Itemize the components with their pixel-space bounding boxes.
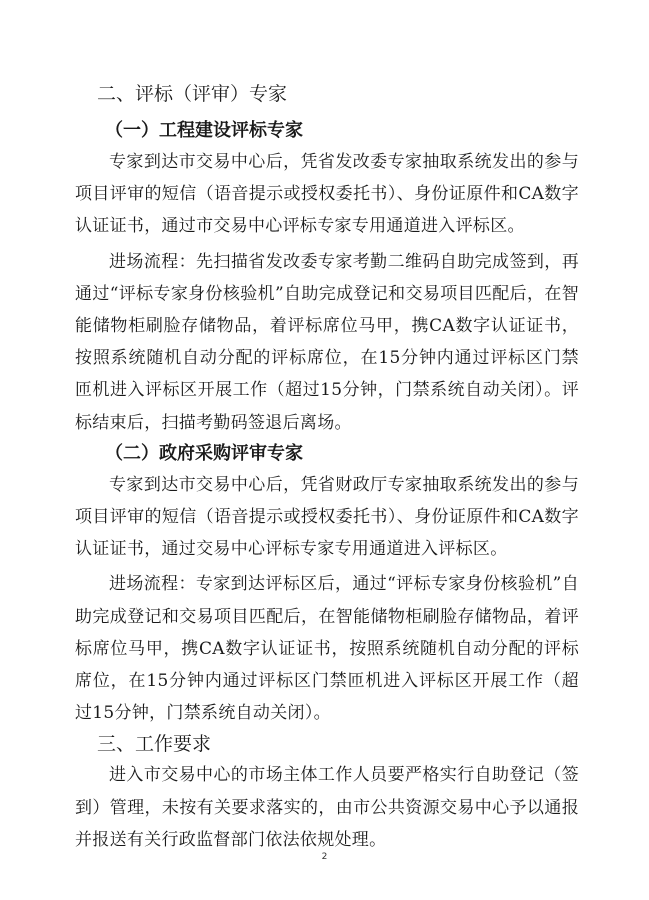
- page-number: 2: [321, 852, 328, 862]
- subsection-title-procurement: （二）政府采购评审专家: [105, 442, 303, 464]
- paragraph-procurement-arrival: 专家到达市交易中心后，凭省财政厅专家抽取系统发出的参与项目评审的短信（语音提示或授权委托书）、身份证原件和CA数字认证证书，通过交易中心评标专家专用通道进入评标区。: [75, 474, 579, 560]
- paragraph-procurement-process: 进场流程：专家到达评标区后，通过“评标专家身份核验机”自助完成登记和交易项目匹配后，在智能储物柜刷脸存储物品，着评标席位马甲，携CA数字认证证书，按照系统随机自动分配的评标席位，在15分钟内通过评标区门禁匝机进入评标区开展工作（超过15分钟，门禁系统自动关闭）。: [75, 574, 579, 724]
- paragraph-engineering-process: 进场流程：先扫描省发改委专家考勤二维码自助完成签到，再通过“评标专家身份核验机”自助完成登记和交易项目匹配后，在智能储物柜刷脸存储物品，着评标席位马甲，携CA数字认证证书，按照系统随机自动分配的评标席位，在15分钟内通过评标区门禁匝机进入评标区开展工作（超过15分钟，门禁系统自动关闭）。评标结束后，扫描考勤码签退后离场。: [75, 251, 579, 433]
- subsection-title-engineering: （一）工程建设评标专家: [105, 120, 303, 141]
- section-title-requirements: 三、工作要求: [97, 733, 212, 756]
- paragraph-requirements: 进入市交易中心的市场主体工作人员要严格实行自助登记（签到）管理，未按有关要求落实的，由市公共资源交易中心予以通报并报送有关行政监督部门依法依规处理。: [75, 765, 579, 850]
- section-title-experts: 二、评标（评审）专家: [97, 83, 288, 105]
- paragraph-engineering-arrival: 专家到达市交易中心后，凭省发改委专家抽取系统发出的参与项目评审的短信（语音提示或授权委托书）、身份证原件和CA数字认证证书，通过市交易中心评标专家专用通道进入评标区。: [75, 152, 579, 237]
